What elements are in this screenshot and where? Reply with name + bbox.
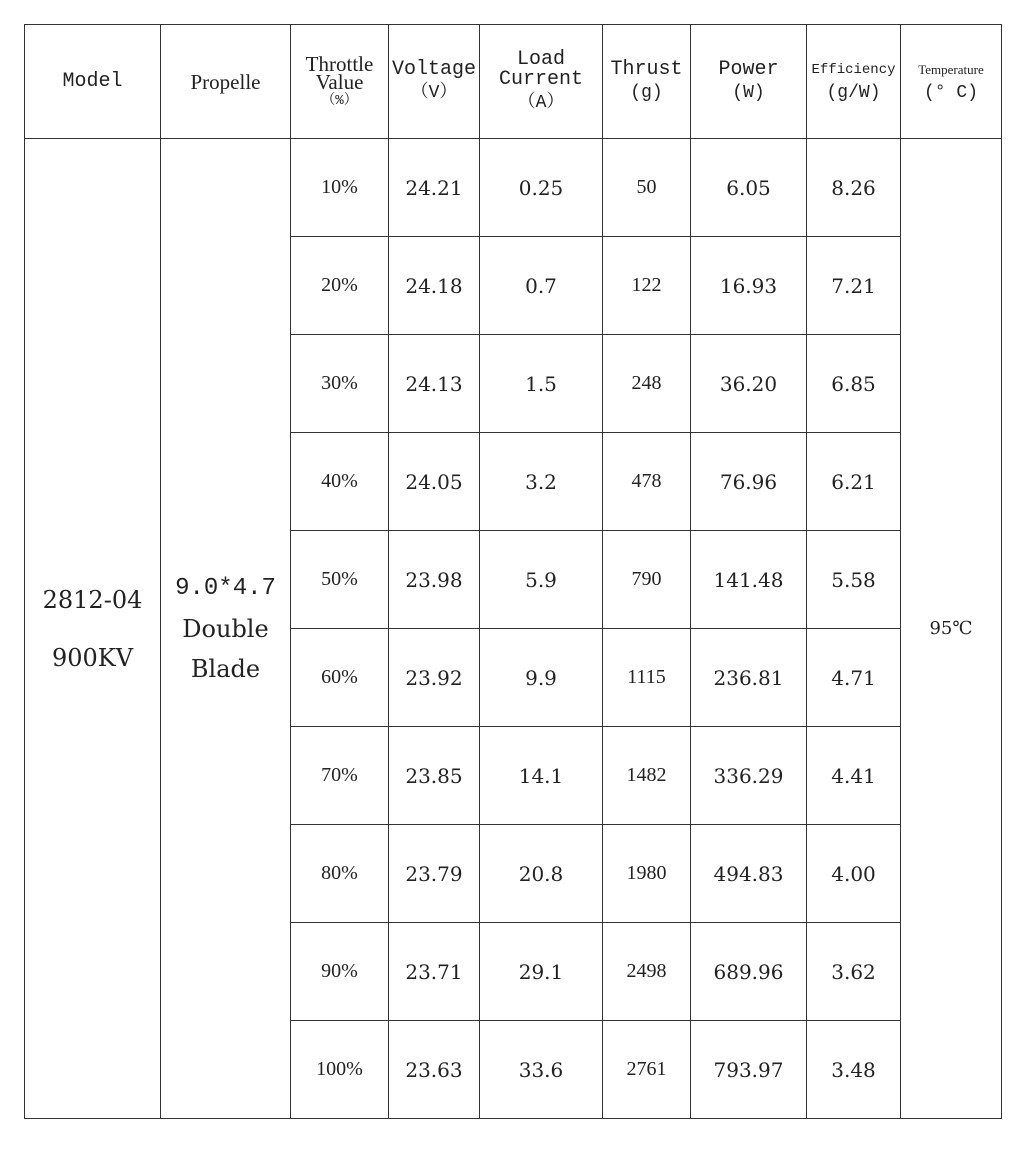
propeller-line: Blade <box>190 654 261 683</box>
header-efficiency-unit: (g/W) <box>826 82 881 103</box>
efficiency-cell: 3.62 <box>807 923 901 1021</box>
voltage-cell: 23.98 <box>389 531 480 629</box>
power-cell: 36.20 <box>691 335 807 433</box>
table-row <box>25 139 1002 237</box>
voltage-cell: 24.18 <box>389 237 480 335</box>
thrust-cell: 790 <box>603 531 691 629</box>
efficiency-cell: 6.21 <box>807 433 901 531</box>
header-throttle <box>291 25 389 139</box>
throttle-cell: 20% <box>291 237 389 335</box>
header-throttle-label: Throttle Value <box>305 51 374 94</box>
header-temperature-label: Temperature <box>918 61 984 77</box>
throttle-cell: 30% <box>291 335 389 433</box>
load-current-cell: 20.8 <box>480 825 603 923</box>
motor-spec-table-container <box>24 24 1002 1119</box>
power-cell: 494.83 <box>691 825 807 923</box>
efficiency-cell: 4.41 <box>807 727 901 825</box>
temperature-cell: 95℃ <box>901 139 1002 1119</box>
efficiency-cell: 7.21 <box>807 237 901 335</box>
efficiency-cell: 6.85 <box>807 335 901 433</box>
throttle-cell: 50% <box>291 531 389 629</box>
header-temperature <box>901 25 1002 139</box>
load-current-cell: 33.6 <box>480 1021 603 1119</box>
throttle-cell: 60% <box>291 629 389 727</box>
header-row <box>25 25 1002 139</box>
header-load-current-unit: （A） <box>517 92 565 113</box>
motor-spec-table <box>24 24 1002 1119</box>
thrust-cell: 1980 <box>603 825 691 923</box>
thrust-cell: 2761 <box>603 1021 691 1119</box>
header-efficiency-label: Efficiency <box>811 61 896 78</box>
power-cell: 236.81 <box>691 629 807 727</box>
load-current-cell: 5.9 <box>480 531 603 629</box>
throttle-cell: 10% <box>291 139 389 237</box>
thrust-cell: 122 <box>603 237 691 335</box>
propeller-line: Double <box>182 614 269 643</box>
thrust-cell: 248 <box>603 335 691 433</box>
header-voltage <box>389 25 480 139</box>
header-power <box>691 25 807 139</box>
header-model <box>25 25 161 139</box>
model-cell <box>25 139 161 1119</box>
header-voltage-unit: （V） <box>410 82 458 103</box>
header-propeller-label: Propelle <box>190 69 261 94</box>
load-current-cell: 3.2 <box>480 433 603 531</box>
thrust-cell: 1115 <box>603 629 691 727</box>
power-cell: 336.29 <box>691 727 807 825</box>
header-load-current-label: Load Current <box>498 47 583 91</box>
voltage-cell: 24.13 <box>389 335 480 433</box>
voltage-cell: 23.79 <box>389 825 480 923</box>
header-voltage-label: Voltage <box>391 57 476 81</box>
voltage-cell: 23.92 <box>389 629 480 727</box>
efficiency-cell: 8.26 <box>807 139 901 237</box>
header-propeller <box>161 25 291 139</box>
thrust-cell: 478 <box>603 433 691 531</box>
power-cell: 76.96 <box>691 433 807 531</box>
throttle-cell: 40% <box>291 433 389 531</box>
propeller-line: 9.0*4.7 <box>175 574 276 602</box>
header-throttle-unit: （%） <box>321 92 358 109</box>
header-temperature-unit: (° C) <box>923 82 978 103</box>
table-body <box>25 139 1002 1119</box>
voltage-cell: 23.85 <box>389 727 480 825</box>
power-cell: 793.97 <box>691 1021 807 1119</box>
model-line: 900KV <box>51 643 134 672</box>
efficiency-cell: 5.58 <box>807 531 901 629</box>
load-current-cell: 29.1 <box>480 923 603 1021</box>
power-cell: 16.93 <box>691 237 807 335</box>
propeller-cell <box>161 139 291 1119</box>
thrust-cell: 2498 <box>603 923 691 1021</box>
header-power-unit: (W) <box>732 82 765 103</box>
header-efficiency <box>807 25 901 139</box>
thrust-cell: 50 <box>603 139 691 237</box>
power-cell: 6.05 <box>691 139 807 237</box>
voltage-cell: 23.71 <box>389 923 480 1021</box>
efficiency-cell: 3.48 <box>807 1021 901 1119</box>
voltage-cell: 24.21 <box>389 139 480 237</box>
voltage-cell: 23.63 <box>389 1021 480 1119</box>
header-model-label: Model <box>62 69 123 93</box>
header-thrust-unit: (g) <box>630 82 663 103</box>
thrust-cell: 1482 <box>603 727 691 825</box>
load-current-cell: 14.1 <box>480 727 603 825</box>
load-current-cell: 1.5 <box>480 335 603 433</box>
efficiency-cell: 4.00 <box>807 825 901 923</box>
power-cell: 141.48 <box>691 531 807 629</box>
throttle-cell: 90% <box>291 923 389 1021</box>
throttle-cell: 100% <box>291 1021 389 1119</box>
header-power-label: Power <box>718 57 779 81</box>
throttle-cell: 80% <box>291 825 389 923</box>
voltage-cell: 24.05 <box>389 433 480 531</box>
efficiency-cell: 4.71 <box>807 629 901 727</box>
load-current-cell: 0.25 <box>480 139 603 237</box>
model-line: 2812-04 <box>42 585 143 614</box>
load-current-cell: 9.9 <box>480 629 603 727</box>
load-current-cell: 0.7 <box>480 237 603 335</box>
header-thrust-label: Thrust <box>610 57 683 81</box>
header-load-current <box>480 25 603 139</box>
header-thrust <box>603 25 691 139</box>
throttle-cell: 70% <box>291 727 389 825</box>
power-cell: 689.96 <box>691 923 807 1021</box>
